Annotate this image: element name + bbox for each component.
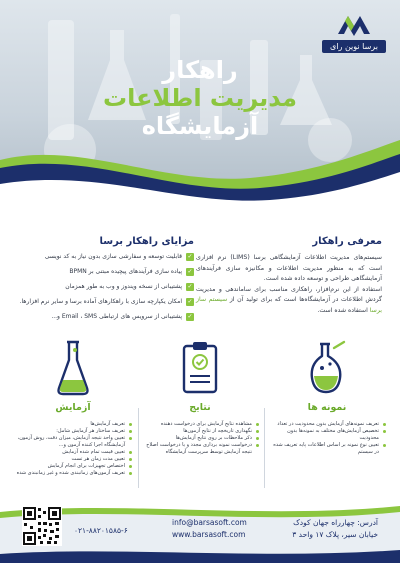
list-item: تعیین مدت زمان هر تست	[14, 456, 132, 463]
list-item: تعیین قیمت تمام شده آزمایش	[14, 449, 132, 456]
column-results	[141, 338, 259, 456]
feature-text: امکان یکپارچه سازی با راهکارهای آماده برسا و سایر نرم افزارها.	[19, 298, 182, 305]
phone-number: ۰۲۱-۸۸۲۰۱۵۸۵-۶	[74, 526, 128, 535]
column-samples	[268, 338, 386, 456]
hero-title-line3: آزمایشگاه	[141, 112, 259, 140]
intro-paragraph-2-end: استفاده شده است.	[317, 306, 370, 314]
hero-banner	[0, 0, 400, 210]
features-list	[14, 253, 194, 321]
feature-item	[14, 298, 194, 306]
feature-text: قابلیت توسعه و سفارشی سازی بدون نیاز به کد نویسی	[44, 253, 182, 260]
column-results-list	[141, 421, 259, 456]
column-samples-title: نمونه ها	[307, 402, 347, 413]
feature-item	[14, 283, 194, 291]
intro-section	[196, 236, 382, 316]
feature-item	[14, 253, 194, 261]
feature-item	[14, 268, 194, 276]
qr-code-icon	[22, 506, 62, 546]
hero-title-line1: راهکار	[162, 56, 238, 84]
features-section	[14, 236, 194, 328]
list-item: تعریف آزمون‌های زمانبندی شده و غیر زمانبندی شده	[14, 470, 132, 477]
modules-columns	[14, 338, 386, 498]
intro-title: معرفی راهکار	[312, 236, 382, 247]
list-item: نگهداری تاریخچه از نتایج آزمون‌ها	[141, 428, 259, 435]
check-icon: ✓	[187, 253, 193, 260]
brand-name: برسا نوین رای	[322, 40, 386, 53]
address-line-1: آدرس: چهارراه جهان کودک	[293, 518, 378, 527]
list-item: تخصیص آزمایش‌های مختلف به نمونه‌ها بدون محدودیت	[268, 428, 386, 442]
column-tests-list	[14, 421, 132, 477]
clipboard-icon	[178, 338, 222, 398]
list-item: تعیین واحد نتیجه آزمایش، میزان دقت، روش آزمون، آزمایشگاه اجرا کننده آزمون و...	[14, 435, 132, 449]
list-item: تعریف ساختار هر آزمایش شامل:	[14, 428, 132, 435]
intro-highlight: سیستم ساز برسا	[196, 296, 382, 314]
check-icon: ✓	[187, 313, 193, 320]
feature-text: پشتیبانی از سرویس های ارتباطی Email ، SMS و...	[51, 313, 182, 320]
feature-text: پشتیبانی از نسخه ویندوز و وب به طور همزمان	[65, 283, 182, 290]
address-line-2: خیابان سیر، پلاک ۱۷ واحد ۳	[292, 530, 378, 539]
list-item: اختصاص تجهیزات برای انجام آزمایش	[14, 463, 132, 470]
column-tests	[14, 338, 132, 477]
list-item: تعیین نوع نمونه بر اساس اطلاعات پایه تعریف شده در سیستم	[268, 442, 386, 456]
check-icon: ✓	[187, 283, 193, 290]
brand-logo	[322, 12, 386, 53]
feature-text: پیاده سازی فرآیندهای پیچیده مبتنی بر BPMN	[69, 268, 182, 275]
list-item: تعریف آزمایش‌ها	[14, 421, 132, 428]
column-results-title: نتایج	[189, 402, 211, 413]
contact-website[interactable]: www.barsasoft.com	[172, 530, 246, 539]
contact-email[interactable]: info@barsasoft.com	[172, 518, 247, 527]
features-title: مزایای راهکار برسا	[99, 236, 194, 247]
list-item: تعریف نمونه‌های آزمایش بدون محدودیت در تعداد	[268, 421, 386, 428]
hero-title-line2: مدیریت اطلاعات	[102, 84, 297, 112]
feature-item	[14, 313, 194, 321]
footer	[0, 498, 400, 563]
check-icon: ✓	[187, 298, 193, 305]
sample-flask-icon	[304, 338, 350, 398]
list-item: ذکر ملاحظات بر روی نتایج آزمایش‌ها	[141, 435, 259, 442]
barsa-logo-icon	[334, 12, 374, 40]
column-samples-list	[268, 421, 386, 456]
column-divider	[138, 408, 139, 488]
check-icon: ✓	[187, 268, 193, 275]
intro-paragraph-2-start: استفاده از این نرم‌افزار، راهکاری مناسب برای ساماندهی و مدیریت گردش اطلاعات در آزمایشگاه‌ها است که برای تولید آن از	[196, 285, 382, 303]
intro-paragraph-2	[196, 285, 382, 317]
flask-icon	[53, 338, 93, 398]
column-tests-title: آزمایش	[55, 402, 91, 413]
intro-paragraph-1: سیستم‌های مدیریت اطلاعات آزمایشگاهی برسا (LIMS) نرم افزاری است که به منظور مدیریت اطلاعات و مکانیزه سازی فرآیندهای آزمایشگاهی طراحی و توسعه داده شده است.	[196, 254, 382, 282]
list-item: مشاهده نتایج آزمایش برای درخواست دهنده	[141, 421, 259, 428]
column-divider	[264, 408, 265, 488]
list-item: درخواست نمونه برداری مجدد و یا درخواست اصلاح نتیجه آزمایش توسط سرپرست آزمایشگاه	[141, 442, 259, 456]
